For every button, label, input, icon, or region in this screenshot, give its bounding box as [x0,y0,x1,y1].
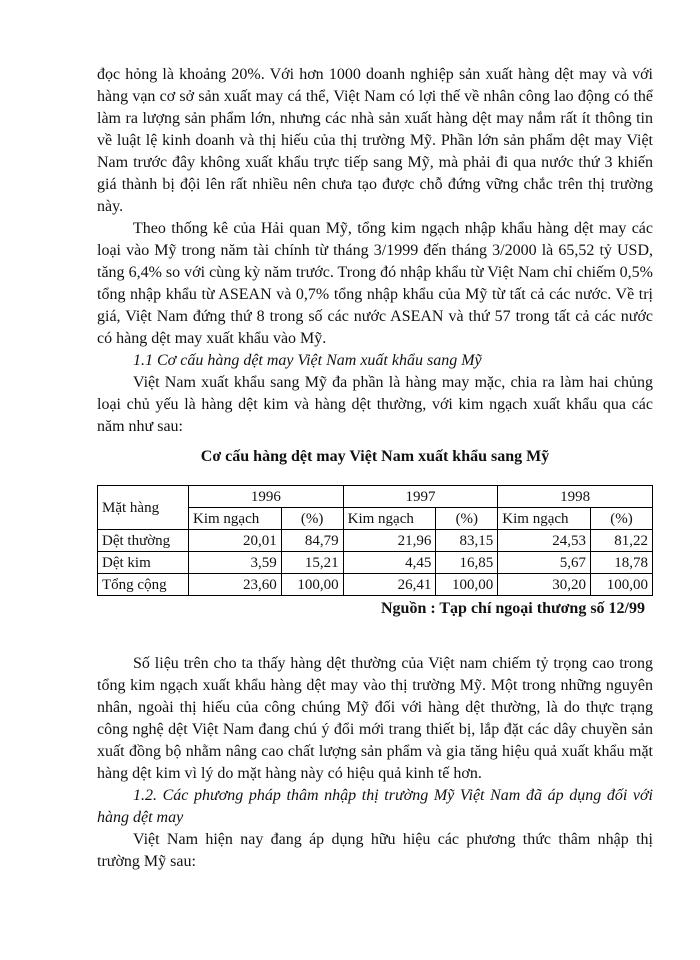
subheader-value: Kim ngạch [498,508,591,530]
table-cell: 83,15 [436,530,498,552]
section-heading-1-2: 1.2. Các phương pháp thâm nhập thị trường Mỹ Việt Nam đã áp dụng đối với hàng dệt may [97,787,653,826]
table-title: Cơ cấu hàng dệt may Việt Nam xuất khẩu sang Mỹ [200,448,550,465]
section-heading-1-1: 1.1 Cơ cấu hàng dệt may Việt Nam xuất khẩu sang Mỹ [133,352,482,369]
subheader-value: Kim ngạch [189,508,282,530]
paragraph-methods: Việt Nam hiện nay đang áp dụng hữu hiệu các phương thức thâm nhập thị trường Mỹ sau: [97,831,653,870]
table-cell: 16,85 [436,552,498,574]
year-header-1998: 1998 [498,486,653,508]
export-structure-table [97,485,653,596]
paragraph-export-structure: Việt Nam xuất khẩu sang Mỹ đa phần là hàng may mặc, chia ra làm hai chủng loại chủ yếu là hàng dệt kim và hàng dệt thường, với kim ngạch xuất khẩu qua các năm như sau: [97,374,653,435]
row-label: Tổng cộng [98,574,189,596]
year-header-1996: 1996 [189,486,344,508]
subheader-percent: (%) [436,508,498,530]
table-cell: 24,53 [498,530,591,552]
table-source: Nguồn : Tạp chí ngoại thương số 12/99 [380,600,645,617]
table-cell: 30,20 [498,574,591,596]
table-row [98,530,653,552]
subheader-value: Kim ngạch [343,508,436,530]
table-cell: 100,00 [591,574,653,596]
table-cell: 81,22 [591,530,653,552]
table-cell: 26,41 [343,574,436,596]
table-cell: 84,79 [281,530,343,552]
table-cell: 3,59 [189,552,282,574]
table-cell: 5,67 [498,552,591,574]
table-row [98,552,653,574]
table-cell: 15,21 [281,552,343,574]
row-label: Dệt kim [98,552,189,574]
year-header-1997: 1997 [343,486,498,508]
table-row [98,574,653,596]
subheader-percent: (%) [281,508,343,530]
paragraph-intro: đọc hỏng là khoảng 20%. Với hơn 1000 doanh nghiệp sản xuất hàng dệt may và với hàng vạn cơ sở sản xuất may cá thể, Việt Nam có lợi thế về nhân công lao động có thể làm ra lượng sản phẩm lớn, nhưng các nhà sản xuất hàng dệt may nắm rất ít thông tin về luật lệ kinh doanh và thị hiếu của thị trường Mỹ. Phần lớn sản phẩm dệt may Việt Nam trước đây không xuất khẩu trực tiếp sang Mỹ, mà phải đi qua nước thứ 3 khiến giá thành bị đội lên rất nhiều nên chưa tạo được chỗ đứng vững chắc trên thị trường này. [97,66,653,215]
table-cell: 4,45 [343,552,436,574]
document-page [97,64,653,873]
table-cell: 21,96 [343,530,436,552]
subheader-percent: (%) [591,508,653,530]
table-cell: 20,01 [189,530,282,552]
table-cell: 18,78 [591,552,653,574]
row-label: Dệt thường [98,530,189,552]
paragraph-statistics: Theo thống kê của Hải quan Mỹ, tổng kim ngạch nhập khẩu hàng dệt may các loại vào Mỹ trong năm tài chính từ tháng 3/1999 đến tháng 3/2000 là 65,52 tỷ USD, tăng 6,4% so với cùng kỳ năm trước. Trong đó nhập khẩu từ Việt Nam chỉ chiếm 0,5% tổng nhập khẩu từ ASEAN và 0,7% tổng nhập khẩu của Mỹ từ tất cả các nước. Về trị giá, Việt Nam đứng thứ 8 trong số các nước ASEAN và thứ 57 trong tất cả các nước có hàng dệt may xuất khẩu vào Mỹ. [97,220,653,347]
table-cell: 100,00 [436,574,498,596]
paragraph-analysis: Số liệu trên cho ta thấy hàng dệt thường của Việt nam chiếm tỷ trọng cao trong tổng kim ngạch xuất khẩu hàng dệt may vào thị trường Mỹ. Một trong những nguyên nhân, ngoài thị hiếu của công chúng Mỹ đối với hàng dệt thường, là do thực trạng công nghệ dệt Việt Nam đang chú ý đổi mới trang thiết bị, lắp đặt các dây chuyền sản xuất đồng bộ nhằm nâng cao chất lượng sản phẩm và gia tăng hiệu quả xuất khẩu mặt hàng dệt kim vì lý do mặt hàng này có hiệu quả kinh tế hơn. [97,655,653,782]
table-corner-header: Mặt hàng [98,486,189,530]
table-cell: 23,60 [189,574,282,596]
table-cell: 100,00 [281,574,343,596]
table-header-row-years [98,486,653,508]
